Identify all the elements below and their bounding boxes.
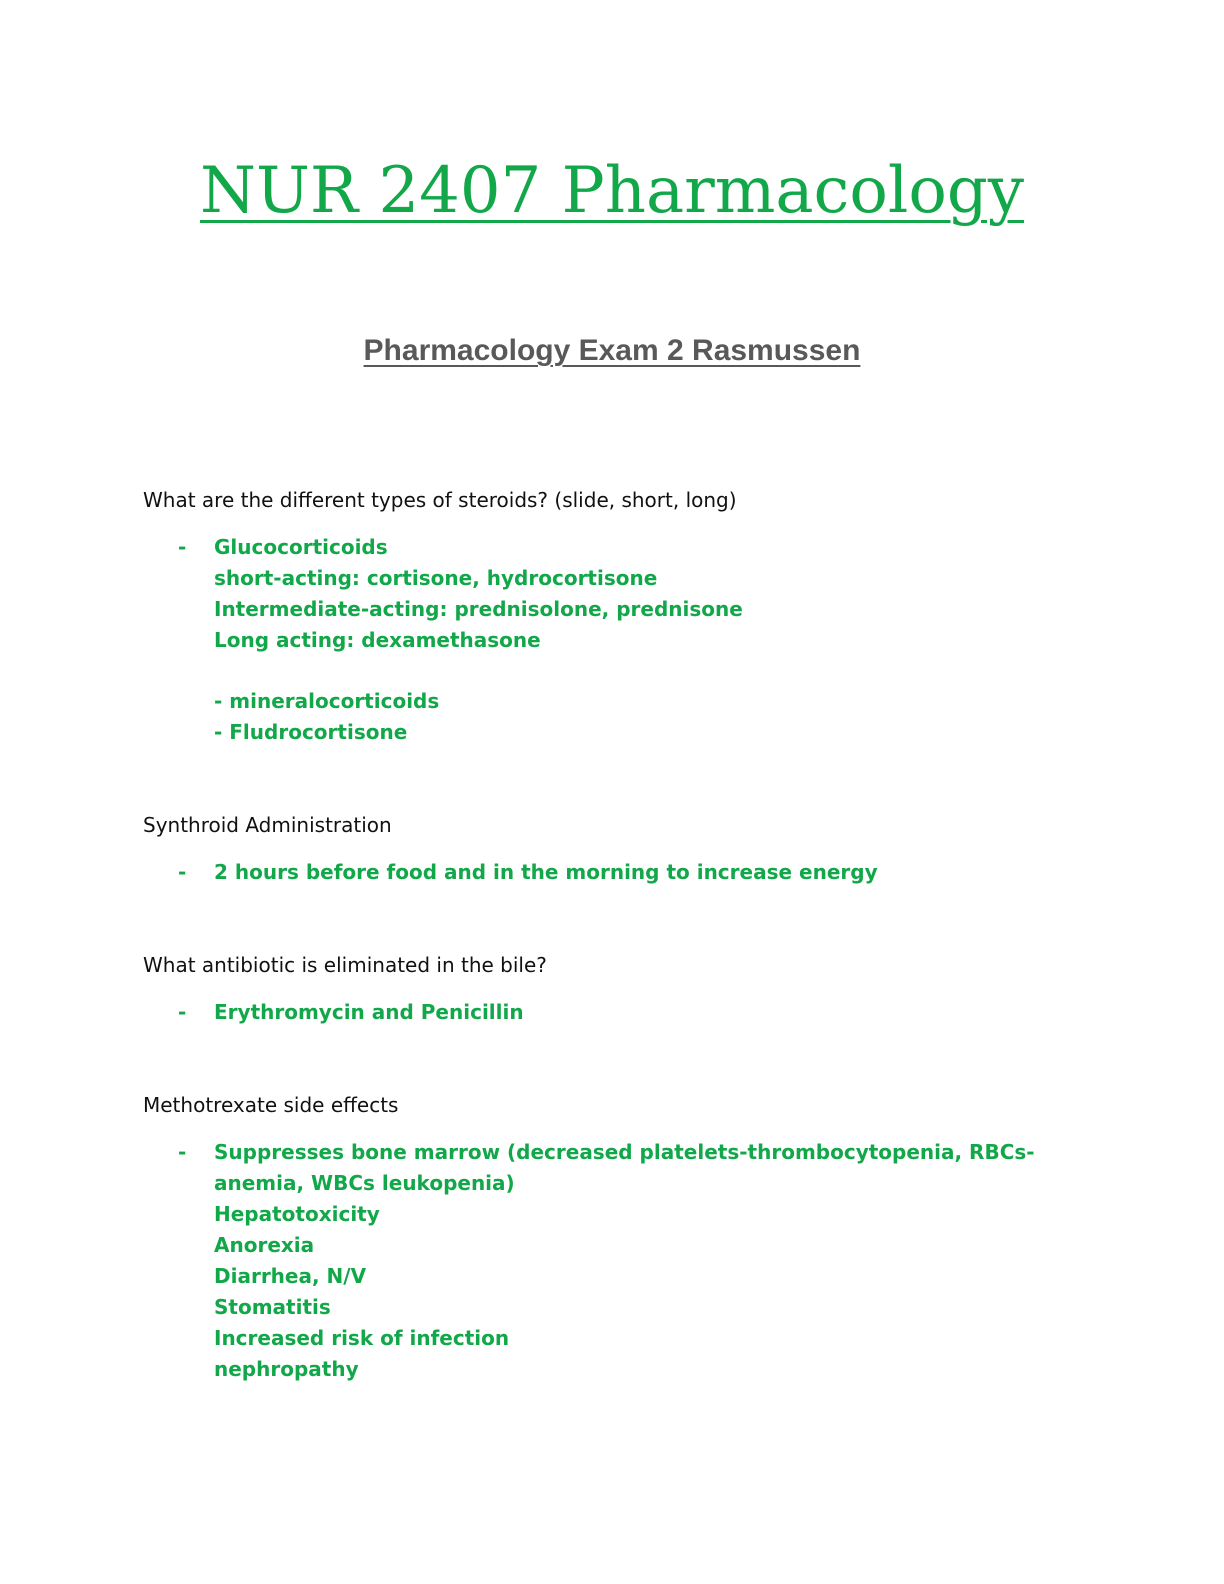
page-subtitle — [0, 330, 1224, 372]
answer-line: Erythromycin and Penicillin — [214, 1000, 524, 1024]
question-antibiotic-bile: What antibiotic is eliminated in the bile? — [143, 953, 547, 977]
bullet-dash: - — [178, 860, 187, 884]
question-methotrexate-side-effects: Methotrexate side effects — [143, 1093, 399, 1117]
answer-line: Long acting: dexamethasone — [214, 628, 541, 652]
answer-line: anemia, WBCs leukopenia) — [214, 1171, 515, 1195]
answer-line: short-acting: cortisone, hydrocortisone — [214, 566, 658, 590]
answer-line: Stomatitis — [214, 1295, 331, 1319]
line-gap — [214, 656, 1038, 686]
answer-line: - mineralocorticoids — [214, 689, 440, 713]
answer-synthroid-administration — [178, 857, 1038, 888]
answer-line: Glucocorticoids — [214, 535, 388, 559]
answer-line: nephropathy — [214, 1357, 359, 1381]
answer-line: Hepatotoxicity — [214, 1202, 380, 1226]
bullet-dash: - — [178, 1000, 187, 1024]
page-title-text: NUR 2407 Pharmacology — [199, 154, 1025, 228]
answer-line: Intermediate-acting: prednisolone, prednisone — [214, 597, 743, 621]
bullet-dash: - — [178, 1140, 187, 1164]
answer-line: Diarrhea, N/V — [214, 1264, 367, 1288]
answer-antibiotic-bile — [178, 997, 1038, 1028]
answer-line: - Fludrocortisone — [214, 720, 408, 744]
answer-methotrexate-side-effects — [178, 1137, 1038, 1385]
answer-line: Increased risk of infection — [214, 1326, 510, 1350]
question-synthroid-administration: Synthroid Administration — [143, 813, 392, 837]
page-subtitle-text: Pharmacology Exam 2 Rasmussen — [363, 334, 861, 367]
question-steroid-types: What are the different types of steroids? (slide, short, long) — [143, 488, 737, 512]
answer-line: Suppresses bone marrow (decreased platelets-thrombocytopenia, RBCs- — [214, 1140, 1035, 1164]
page-title — [0, 148, 1224, 234]
answer-line: 2 hours before food and in the morning to increase energy — [214, 860, 878, 884]
bullet-dash: - — [178, 535, 187, 559]
answer-line: Anorexia — [214, 1233, 315, 1257]
answer-steroid-types — [178, 532, 1038, 748]
